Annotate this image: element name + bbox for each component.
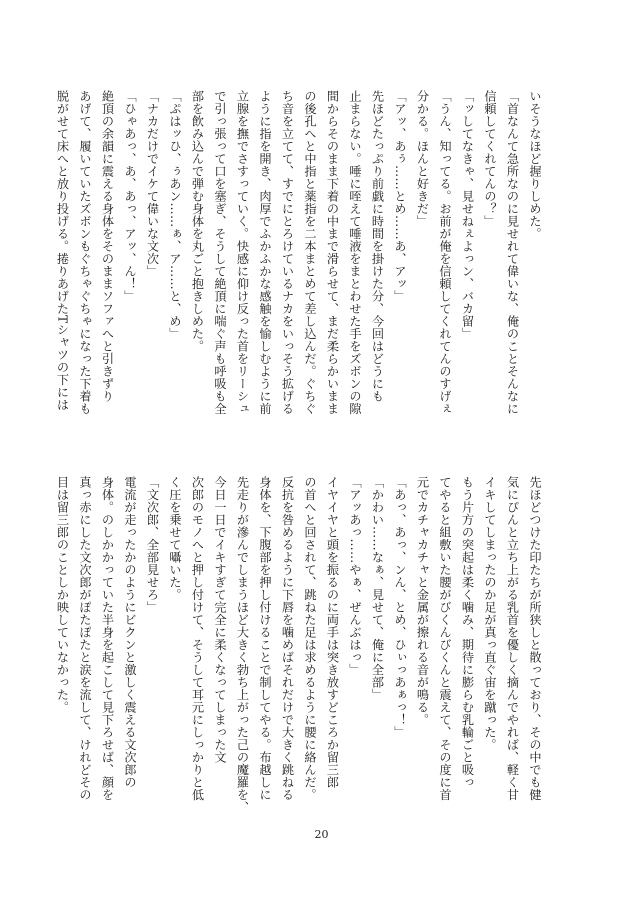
text-line: の後孔へと中指と薬指を二本まとめて差し込んだ。ぐちぐ bbox=[303, 90, 317, 415]
text-line: いそうなほど握りしめた。 bbox=[528, 90, 542, 240]
text-line: 絶頂の余韻に震える身体をそのままソファへと引きずり bbox=[100, 90, 115, 403]
text-line: 目は留三郎のことしか映していなかった。 bbox=[55, 476, 70, 714]
text-line: 先ほどつけた印たちが所狭しと散っており、その中でも健 bbox=[528, 476, 542, 801]
text-line: 「文次郎、全部見せろ」 bbox=[145, 476, 160, 614]
lower-text-block bbox=[55, 476, 546, 854]
text-line: イキしてしまったのか足が真っ直ぐ宙を蹴った。 bbox=[483, 476, 497, 751]
text-line: 気にぴんと立ち上がる乳首を優しく摘んでやれば、軽く甘 bbox=[505, 476, 520, 801]
text-line: 「うん、知ってる。お前が俺を信頼してくれてんのすげぇ bbox=[438, 90, 452, 415]
text-line: ように指を開き、肉厚でふかふかな感触を愉しむように前 bbox=[258, 90, 272, 415]
text-line: 「あっ、あっ、ンん、とめ、ひぃっあぁっ！」 bbox=[393, 476, 407, 739]
text-line: 「ぷはッひ、ぅあン……ぁ、ア……と、め」 bbox=[168, 90, 182, 340]
text-line: く圧を乗せて囁いた。 bbox=[168, 476, 182, 601]
text-line: 身体を、下腹部を押し付けることで制してやる。布越しに bbox=[258, 476, 272, 801]
text-line: 先ほどたっぷり前戯に時間を掛けた分、今回はどうにも bbox=[370, 90, 385, 403]
text-line: 立腺を撫でさすっていく。快感に仰け反った首をリーシュ bbox=[235, 90, 250, 415]
text-line: 「首なんて急所なのに見せれて偉いな、俺のことそんなに bbox=[505, 90, 520, 415]
text-line: 元でカチャカチャと金属が擦れる音が鳴る。 bbox=[415, 476, 430, 726]
text-line: 「ナカだけでイケて偉いな文次」 bbox=[145, 90, 160, 278]
text-line: 「アッあっ……やぁ、ぜんぶはっ」 bbox=[348, 476, 362, 676]
text-line: 「ッしてなきゃ、見せねぇよっン、バカ留」 bbox=[460, 90, 475, 340]
text-line: 間からそのまま下着の中まで滑らせて、まだ柔らかいまま bbox=[325, 90, 340, 415]
text-line: 身体。のしかかっていた半身を起こして見下ろせば、顔を bbox=[100, 476, 115, 801]
text-line: 真っ赤にした文次郎がぽたぽたと涙を流して、けれどその bbox=[78, 476, 92, 801]
text-line: 電流が走ったかのようにビクンと激しく震える文次郎の bbox=[123, 476, 137, 789]
text-line: あげて、履いていたズボンもぐちゃぐちゃになった下着も bbox=[78, 90, 92, 415]
page-number: 20 bbox=[314, 828, 329, 841]
text-line: もう片方の突起は柔く噛み、期待に膨らむ乳輪ごと吸っ bbox=[460, 476, 475, 789]
text-line: 止まらない。唾に咥えて唾液をまとわせた手をズボンの隙 bbox=[348, 90, 362, 415]
text-line: 部を飲み込んで弾む身体を丸ごと抱きしめた。 bbox=[190, 90, 205, 353]
text-line: 反抗を咎めるように下唇を噛めばそれだけで大きく跳ねる bbox=[280, 476, 295, 801]
text-line: の首へと回されて、跳ねた足は求めるように腰に絡んだ。 bbox=[303, 476, 317, 801]
text-line: 「ひゃあっ、あ、あっ、アッ、ん！」 bbox=[123, 90, 137, 303]
text-line: 次郎のモノへと押し付けて、そうして耳元にしっかりと低 bbox=[190, 476, 205, 801]
text-line: 信頼してくれてんの？」 bbox=[483, 90, 497, 228]
text-line: てやると組敷いた腰がびくんびくんと震えて、その度に首 bbox=[438, 476, 452, 801]
text-line: 「かわい……なぁ、見せて、俺に全部」 bbox=[370, 476, 385, 701]
text-line: イヤイヤと頭を振るのに両手は突き放すどころか留三郎 bbox=[325, 476, 340, 789]
text-line: 今日一日でイキすぎて完全に柔くなってしまった文 bbox=[213, 476, 227, 764]
text-line: 「アッ、あぅ……とめ……あ、アッ」 bbox=[393, 90, 407, 303]
text-line: ち音を立てて、すでにとろけているナカをいっそう拡げる bbox=[280, 90, 295, 415]
upper-text-block bbox=[55, 90, 546, 468]
text-line: 先走りが滲んでしまうほど大きく勃ち上がった己の魔羅を、 bbox=[235, 476, 250, 814]
text-line: で引っ張って口を塞ぎ、そうして絶頂に喘ぐ声も呼吸も全 bbox=[213, 90, 227, 415]
text-line: 脱がせて床へと放り投げる。捲りあげたTシャツの下には bbox=[55, 90, 70, 411]
text-line: 分かる。ほんと好きだ」 bbox=[415, 90, 430, 228]
